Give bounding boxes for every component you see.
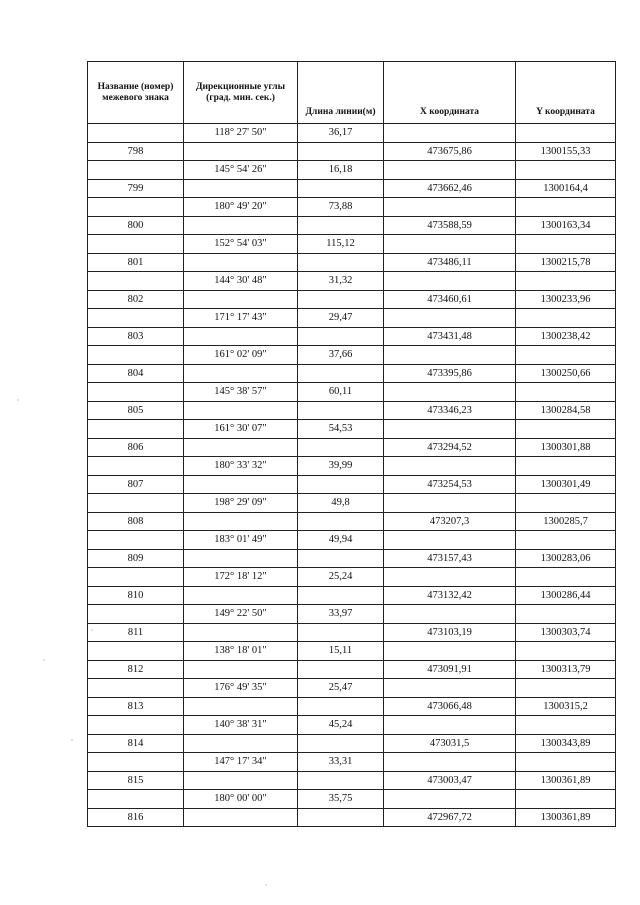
cell-length: 49,8 [298, 494, 384, 513]
cell-length: 36,17 [298, 124, 384, 143]
cell-length: 45,24 [298, 716, 384, 735]
cell-x [384, 457, 516, 476]
table-row [88, 734, 616, 753]
table-row [88, 697, 616, 716]
boundary-points-table [87, 61, 616, 827]
cell-length: 49,94 [298, 531, 384, 550]
cell-name [88, 642, 184, 661]
table-row [88, 235, 616, 254]
cell-name [88, 235, 184, 254]
cell-angle: 198° 29' 09" [184, 494, 298, 513]
cell-x [384, 309, 516, 328]
table-row [88, 771, 616, 790]
cell-length [298, 660, 384, 679]
cell-length [298, 512, 384, 531]
table-row [88, 327, 616, 346]
table-row [88, 549, 616, 568]
cell-x [384, 716, 516, 735]
cell-name: 812 [88, 660, 184, 679]
table-row [88, 642, 616, 661]
cell-name: 799 [88, 179, 184, 198]
cell-y [516, 235, 616, 254]
cell-name [88, 679, 184, 698]
cell-angle [184, 327, 298, 346]
cell-x [384, 568, 516, 587]
table-row [88, 179, 616, 198]
cell-x [384, 198, 516, 217]
cell-y: 1300361,89 [516, 771, 616, 790]
cell-name [88, 605, 184, 624]
cell-y [516, 161, 616, 180]
cell-name [88, 716, 184, 735]
cell-angle: 152° 54' 03" [184, 235, 298, 254]
cell-x: 473003,47 [384, 771, 516, 790]
cell-x: 473486,11 [384, 253, 516, 272]
cell-x: 473662,46 [384, 179, 516, 198]
cell-x [384, 272, 516, 291]
table-header-row [88, 62, 616, 124]
cell-angle: 172° 18' 12" [184, 568, 298, 587]
header-length: Длина линии(м) [298, 62, 384, 124]
cell-y: 1300315,2 [516, 697, 616, 716]
cell-length [298, 364, 384, 383]
cell-name: 802 [88, 290, 184, 309]
header-angles: Дирекционные углы (град. мин. сек.) [184, 62, 298, 124]
cell-angle [184, 364, 298, 383]
table-row [88, 309, 616, 328]
cell-y [516, 679, 616, 698]
cell-y: 1300301,49 [516, 475, 616, 494]
cell-name [88, 568, 184, 587]
cell-angle: 171° 17' 43" [184, 309, 298, 328]
cell-length [298, 549, 384, 568]
cell-name [88, 309, 184, 328]
cell-length: 35,75 [298, 790, 384, 809]
cell-angle: 147° 17' 34" [184, 753, 298, 772]
cell-angle [184, 179, 298, 198]
cell-angle [184, 253, 298, 272]
cell-name [88, 161, 184, 180]
table-row [88, 623, 616, 642]
cell-angle [184, 808, 298, 827]
cell-angle [184, 771, 298, 790]
table-row [88, 568, 616, 587]
table-body [88, 124, 616, 827]
cell-angle: 180° 00' 00" [184, 790, 298, 809]
cell-y [516, 716, 616, 735]
cell-y [516, 309, 616, 328]
cell-angle [184, 438, 298, 457]
cell-x: 473207,3 [384, 512, 516, 531]
cell-length: 37,66 [298, 346, 384, 365]
cell-angle: 145° 54' 26" [184, 161, 298, 180]
cell-name: 815 [88, 771, 184, 790]
cell-y: 1300343,89 [516, 734, 616, 753]
header-x: X координата [384, 62, 516, 124]
scan-speck [17, 399, 18, 400]
cell-y [516, 457, 616, 476]
cell-x [384, 531, 516, 550]
cell-x [384, 124, 516, 143]
table-row [88, 808, 616, 827]
cell-x [384, 494, 516, 513]
cell-x: 473460,61 [384, 290, 516, 309]
cell-y [516, 605, 616, 624]
cell-y [516, 568, 616, 587]
cell-x [384, 346, 516, 365]
cell-length [298, 142, 384, 161]
cell-name [88, 198, 184, 217]
cell-name [88, 531, 184, 550]
cell-angle [184, 512, 298, 531]
cell-y: 1300238,42 [516, 327, 616, 346]
cell-angle [184, 697, 298, 716]
cell-x [384, 605, 516, 624]
scan-speck [43, 659, 44, 660]
cell-length [298, 808, 384, 827]
cell-length [298, 734, 384, 753]
cell-name: 811 [88, 623, 184, 642]
cell-length: 15,11 [298, 642, 384, 661]
table-row [88, 753, 616, 772]
cell-length: 31,32 [298, 272, 384, 291]
table-row [88, 660, 616, 679]
cell-angle: 145° 38' 57" [184, 383, 298, 402]
cell-name: 800 [88, 216, 184, 235]
cell-y: 1300250,66 [516, 364, 616, 383]
cell-y: 1300284,58 [516, 401, 616, 420]
cell-angle: 161° 30' 07" [184, 420, 298, 439]
table-row [88, 494, 616, 513]
cell-length [298, 438, 384, 457]
table-row [88, 438, 616, 457]
cell-x: 473091,91 [384, 660, 516, 679]
cell-angle [184, 549, 298, 568]
cell-name: 803 [88, 327, 184, 346]
cell-x: 473254,53 [384, 475, 516, 494]
cell-y: 1300283,06 [516, 549, 616, 568]
cell-length [298, 771, 384, 790]
scan-speck [71, 739, 72, 740]
cell-angle [184, 475, 298, 494]
header-y: Y координата [516, 62, 616, 124]
cell-y: 1300313,79 [516, 660, 616, 679]
cell-x [384, 161, 516, 180]
cell-angle [184, 586, 298, 605]
cell-x: 473294,52 [384, 438, 516, 457]
table-row [88, 142, 616, 161]
table-row [88, 475, 616, 494]
cell-name: 806 [88, 438, 184, 457]
cell-angle [184, 734, 298, 753]
cell-angle [184, 142, 298, 161]
cell-name [88, 124, 184, 143]
cell-y: 1300155,33 [516, 142, 616, 161]
cell-name: 801 [88, 253, 184, 272]
table-row [88, 346, 616, 365]
cell-length: 33,97 [298, 605, 384, 624]
cell-length: 25,24 [298, 568, 384, 587]
cell-angle: 183° 01' 49" [184, 531, 298, 550]
table-row [88, 531, 616, 550]
table-row [88, 679, 616, 698]
cell-y: 1300285,7 [516, 512, 616, 531]
cell-name [88, 790, 184, 809]
cell-y: 1300361,89 [516, 808, 616, 827]
cell-y [516, 346, 616, 365]
cell-length: 39,99 [298, 457, 384, 476]
cell-y [516, 753, 616, 772]
cell-angle: 149° 22' 50" [184, 605, 298, 624]
cell-x [384, 790, 516, 809]
cell-name [88, 420, 184, 439]
cell-y: 1300164,4 [516, 179, 616, 198]
cell-y [516, 272, 616, 291]
header-name: Название (номер) межевого знака [88, 62, 184, 124]
cell-length: 60,11 [298, 383, 384, 402]
cell-angle: 161° 02' 09" [184, 346, 298, 365]
cell-y [516, 494, 616, 513]
cell-length [298, 623, 384, 642]
cell-y: 1300286,44 [516, 586, 616, 605]
cell-name: 805 [88, 401, 184, 420]
cell-name [88, 383, 184, 402]
cell-y: 1300215,78 [516, 253, 616, 272]
table-row [88, 586, 616, 605]
cell-y [516, 420, 616, 439]
table-row [88, 790, 616, 809]
cell-x [384, 753, 516, 772]
cell-name: 804 [88, 364, 184, 383]
cell-y: 1300163,34 [516, 216, 616, 235]
cell-length: 29,47 [298, 309, 384, 328]
cell-x [384, 235, 516, 254]
table-row [88, 605, 616, 624]
cell-angle: 176° 49' 35" [184, 679, 298, 698]
cell-x: 473157,43 [384, 549, 516, 568]
table-row [88, 401, 616, 420]
cell-x: 473066,48 [384, 697, 516, 716]
cell-angle [184, 216, 298, 235]
cell-x [384, 642, 516, 661]
cell-length [298, 475, 384, 494]
cell-angle [184, 623, 298, 642]
cell-x [384, 420, 516, 439]
cell-name [88, 272, 184, 291]
table-row [88, 216, 616, 235]
cell-x: 473431,48 [384, 327, 516, 346]
cell-angle [184, 660, 298, 679]
cell-y [516, 531, 616, 550]
table-row [88, 420, 616, 439]
cell-y [516, 198, 616, 217]
cell-name: 809 [88, 549, 184, 568]
cell-y: 1300233,96 [516, 290, 616, 309]
cell-y [516, 383, 616, 402]
table-row [88, 364, 616, 383]
table-row [88, 198, 616, 217]
cell-length [298, 401, 384, 420]
cell-x [384, 679, 516, 698]
table-row [88, 457, 616, 476]
cell-y [516, 124, 616, 143]
cell-length: 115,12 [298, 235, 384, 254]
cell-length [298, 179, 384, 198]
cell-angle: 118° 27' 50" [184, 124, 298, 143]
cell-x: 473132,42 [384, 586, 516, 605]
cell-x: 473031,5 [384, 734, 516, 753]
table-row [88, 290, 616, 309]
cell-length [298, 586, 384, 605]
cell-name: 808 [88, 512, 184, 531]
cell-y: 1300303,74 [516, 623, 616, 642]
cell-length: 73,88 [298, 198, 384, 217]
cell-name: 807 [88, 475, 184, 494]
table-row [88, 124, 616, 143]
cell-angle: 138° 18' 01" [184, 642, 298, 661]
cell-length: 25,47 [298, 679, 384, 698]
cell-y [516, 642, 616, 661]
cell-x: 473588,59 [384, 216, 516, 235]
cell-angle [184, 401, 298, 420]
cell-name [88, 346, 184, 365]
cell-name [88, 753, 184, 772]
cell-length: 33,31 [298, 753, 384, 772]
cell-name: 798 [88, 142, 184, 161]
cell-name: 813 [88, 697, 184, 716]
cell-name [88, 494, 184, 513]
cell-angle: 144° 30' 48" [184, 272, 298, 291]
table-row [88, 383, 616, 402]
cell-x [384, 383, 516, 402]
cell-x: 472967,72 [384, 808, 516, 827]
cell-x: 473395,86 [384, 364, 516, 383]
table-row [88, 512, 616, 531]
cell-x: 473103,19 [384, 623, 516, 642]
table-row [88, 253, 616, 272]
table-row [88, 272, 616, 291]
cell-x: 473346,23 [384, 401, 516, 420]
cell-length: 54,53 [298, 420, 384, 439]
cell-length [298, 697, 384, 716]
cell-length [298, 290, 384, 309]
cell-y: 1300301,88 [516, 438, 616, 457]
cell-name: 814 [88, 734, 184, 753]
scan-speck [265, 884, 266, 885]
cell-length [298, 216, 384, 235]
table-row [88, 716, 616, 735]
cell-angle: 140° 38' 31" [184, 716, 298, 735]
cell-angle: 180° 49' 20" [184, 198, 298, 217]
cell-angle [184, 290, 298, 309]
cell-x: 473675,86 [384, 142, 516, 161]
cell-length [298, 253, 384, 272]
cell-name: 816 [88, 808, 184, 827]
cell-name: 810 [88, 586, 184, 605]
cell-y [516, 790, 616, 809]
cell-length [298, 327, 384, 346]
cell-name [88, 457, 184, 476]
cell-length: 16,18 [298, 161, 384, 180]
table-row [88, 161, 616, 180]
cell-angle: 180° 33' 32" [184, 457, 298, 476]
